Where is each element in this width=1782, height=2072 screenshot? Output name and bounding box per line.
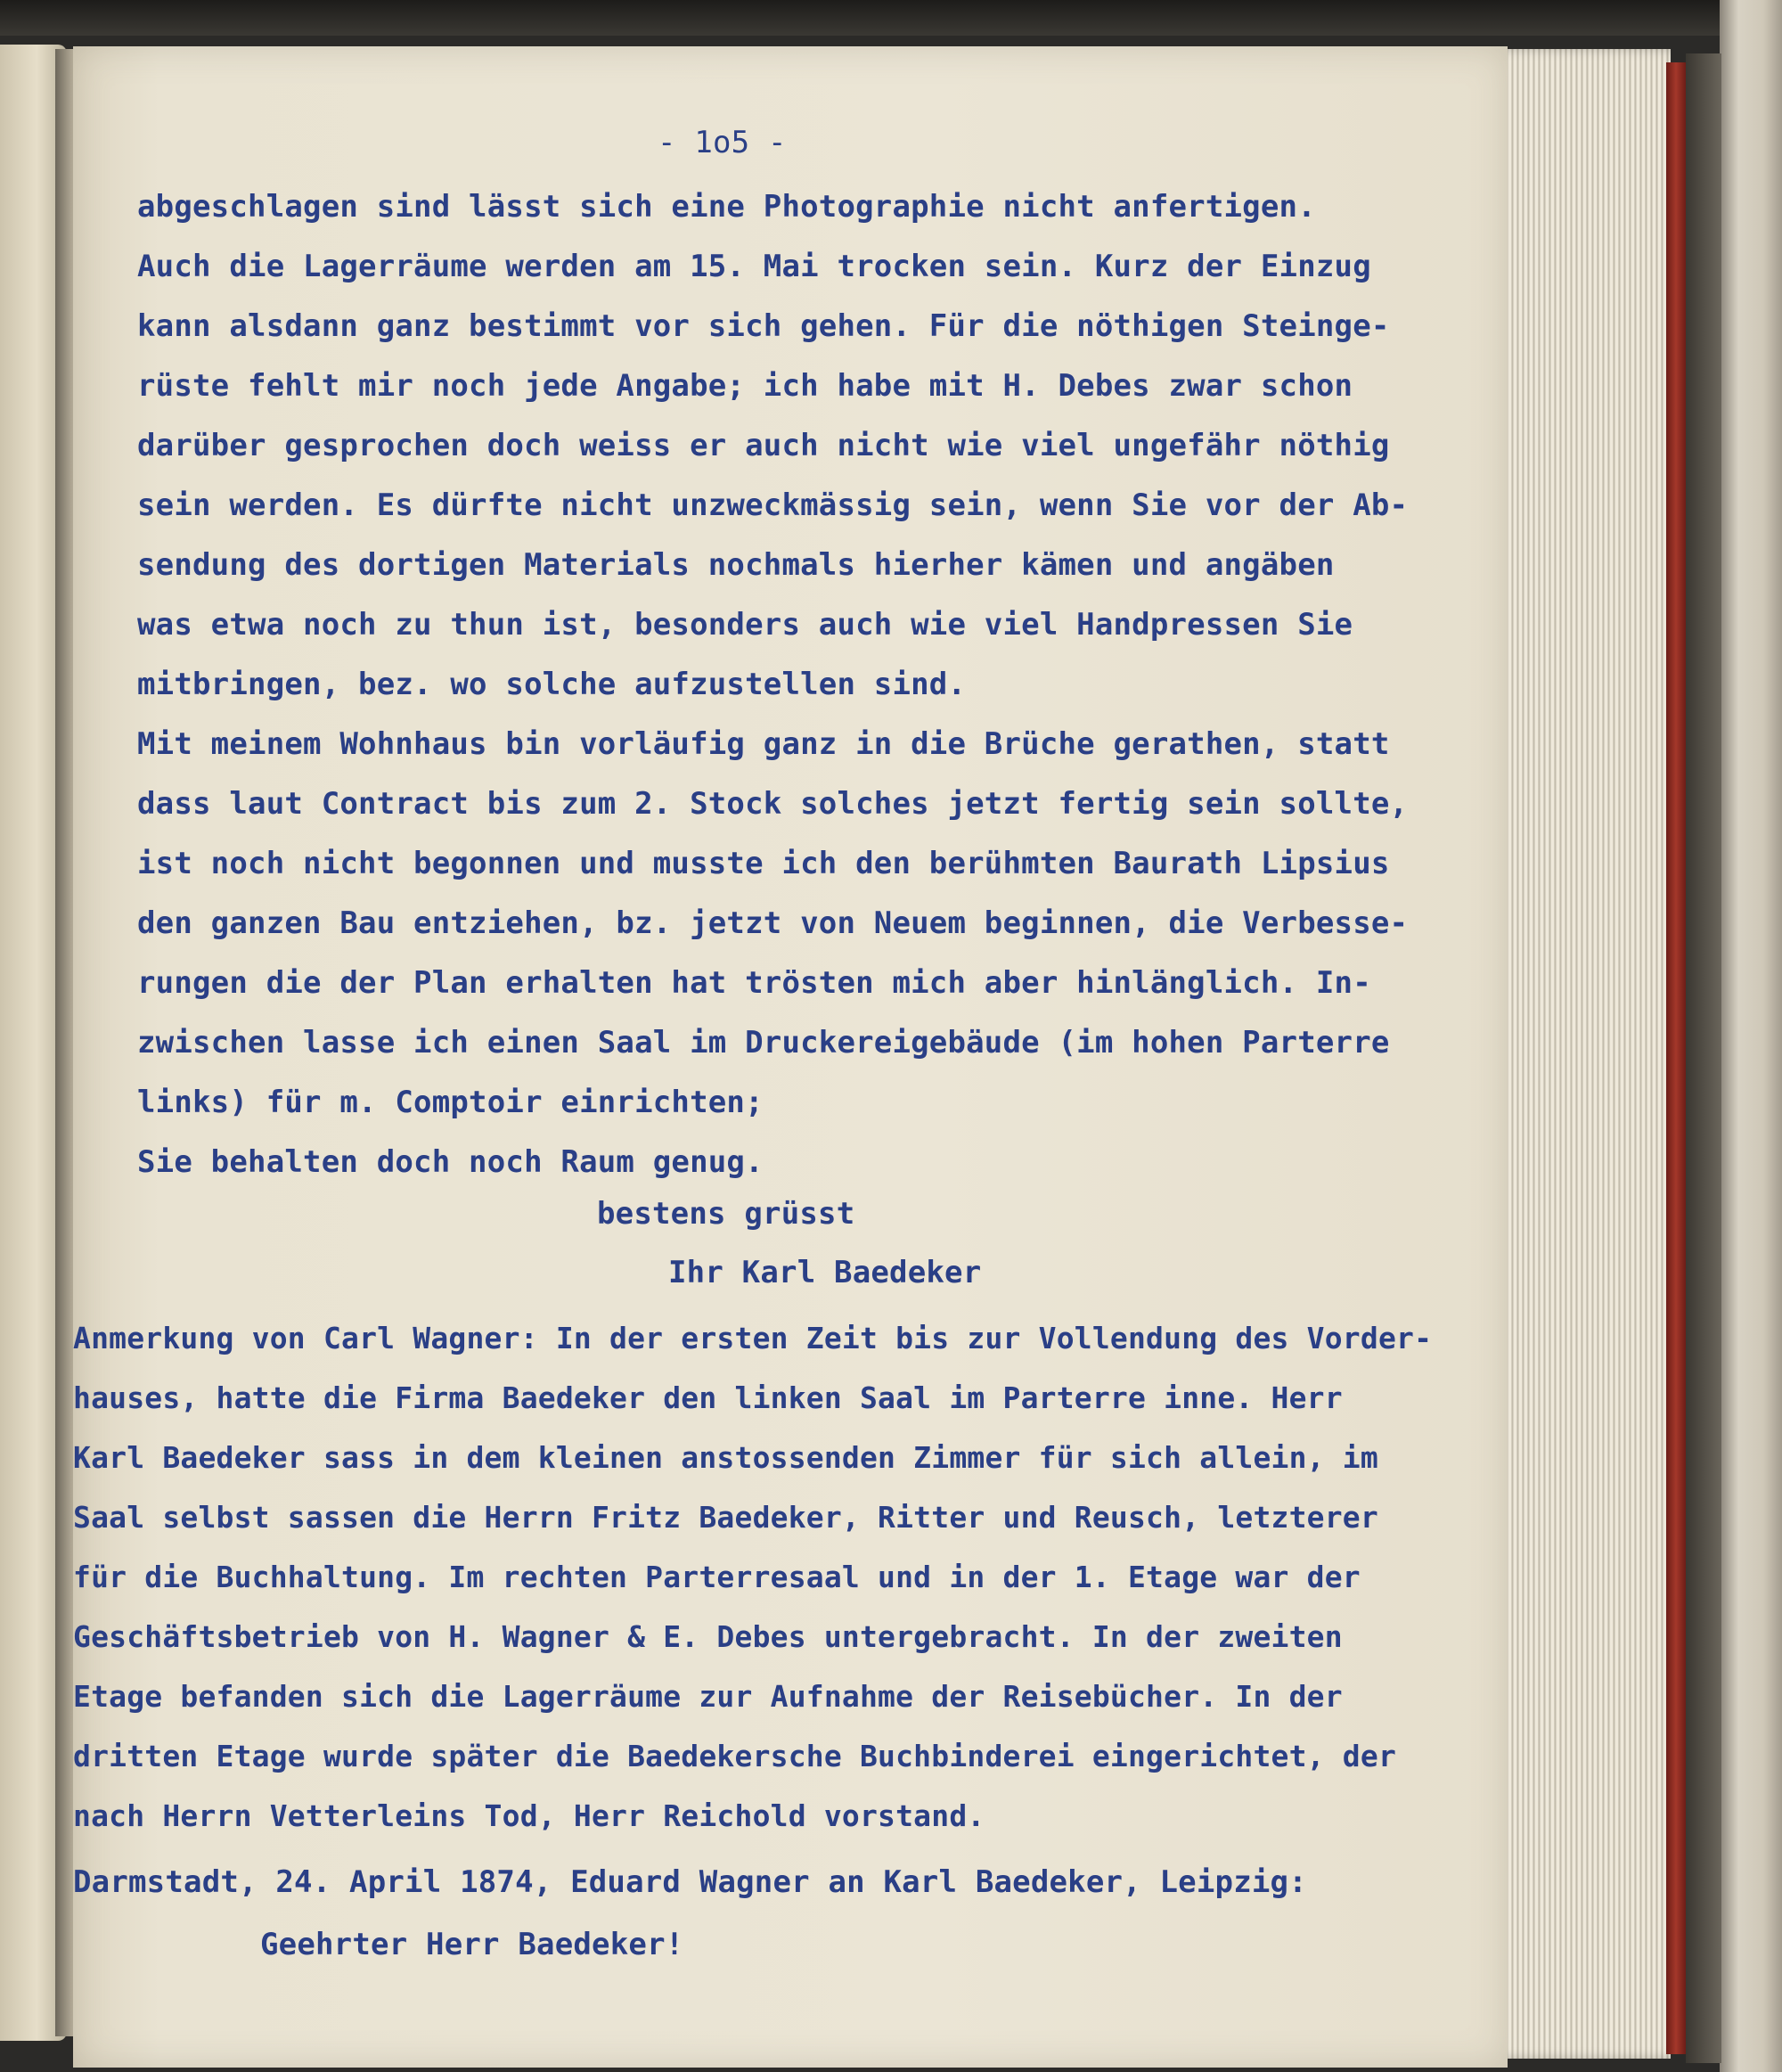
- text-line: abgeschlagen sind lässt sich eine Photographie nicht anfertigen.: [137, 189, 1316, 225]
- note-line: nach Herrn Vetterleins Tod, Herr Reichold vorstand.: [73, 1798, 985, 1833]
- book-cover-top: [0, 0, 1782, 36]
- closing-line: bestens grüsst: [597, 1196, 855, 1232]
- letter-heading: Darmstadt, 24. April 1874, Eduard Wagner an Karl Baedeker, Leipzig:: [73, 1864, 1307, 1900]
- red-page-edge: [1666, 62, 1686, 2054]
- text-line: den ganzen Bau entziehen, bz. jetzt von Neuem beginnen, die Verbesse-: [137, 905, 1409, 941]
- text-line: kann alsdann ganz bestimmt vor sich gehen. Für die nöthigen Steinge-: [137, 308, 1390, 344]
- text-line: mitbringen, bez. wo solche aufzustellen sind.: [137, 667, 967, 702]
- typewritten-page: [73, 46, 1508, 2068]
- book-board-right: [1720, 0, 1782, 2072]
- note-line: Anmerkung von Carl Wagner: In der ersten Zeit bis zur Vollendung des Vorder-: [73, 1321, 1433, 1355]
- text-line: rungen die der Plan erhalten hat trösten mich aber hinlänglich. In-: [137, 965, 1371, 1001]
- note-line: dritten Etage wurde später die Baedekersche Buchbinderei eingerichtet, der: [73, 1739, 1397, 1773]
- text-line: sein werden. Es dürfte nicht unzweckmässig sein, wenn Sie vor der Ab-: [137, 487, 1409, 523]
- text-line: rüste fehlt mir noch jede Angabe; ich habe mit H. Debes zwar schon: [137, 368, 1353, 404]
- text-line: Mit meinem Wohnhaus bin vorläufig ganz in die Brüche gerathen, statt: [137, 726, 1390, 762]
- text-line: links) für m. Comptoir einrichten;: [137, 1085, 764, 1120]
- salutation-line: Geehrter Herr Baedeker!: [260, 1927, 684, 1962]
- signature-line: Ihr Karl Baedeker: [668, 1255, 982, 1290]
- text-line: was etwa noch zu thun ist, besonders auch wie viel Handpressen Sie: [137, 607, 1353, 643]
- page-text: [73, 46, 1508, 2068]
- note-line: Saal selbst sassen die Herrn Fritz Baedeker, Ritter und Reusch, letzterer: [73, 1500, 1378, 1535]
- text-line: sendung des dortigen Materials nochmals hierher kämen und angäben: [137, 547, 1335, 583]
- text-line: ist noch nicht begonnen und musste ich den berühmten Baurath Lipsius: [137, 846, 1390, 881]
- note-line: Karl Baedeker sass in dem kleinen anstossenden Zimmer für sich allein, im: [73, 1440, 1378, 1475]
- page-stack-edges: [1492, 49, 1671, 2059]
- text-line: darüber gesprochen doch weiss er auch nicht wie viel ungefähr nöthig: [137, 428, 1390, 463]
- note-line: für die Buchhaltung. Im rechten Parterresaal und in der 1. Etage war der: [73, 1560, 1361, 1594]
- book-spine-shadow: [1686, 53, 1721, 2063]
- note-line: Etage befanden sich die Lagerräume zur Aufnahme der Reisebücher. In der: [73, 1679, 1343, 1714]
- text-line: Sie behalten doch noch Raum genug.: [137, 1144, 764, 1180]
- note-line: hauses, hatte die Firma Baedeker den linken Saal im Parterre inne. Herr: [73, 1380, 1343, 1415]
- text-line: Auch die Lagerräume werden am 15. Mai trocken sein. Kurz der Einzug: [137, 249, 1371, 284]
- text-line: zwischen lasse ich einen Saal im Druckereigebäude (im hohen Parterre: [137, 1025, 1390, 1061]
- page-number: - 1o5 -: [658, 125, 787, 160]
- note-line: Geschäftsbetrieb von H. Wagner & E. Debes untergebracht. In der zweiten: [73, 1619, 1343, 1654]
- text-line: dass laut Contract bis zum 2. Stock solches jetzt fertig sein sollte,: [137, 786, 1409, 822]
